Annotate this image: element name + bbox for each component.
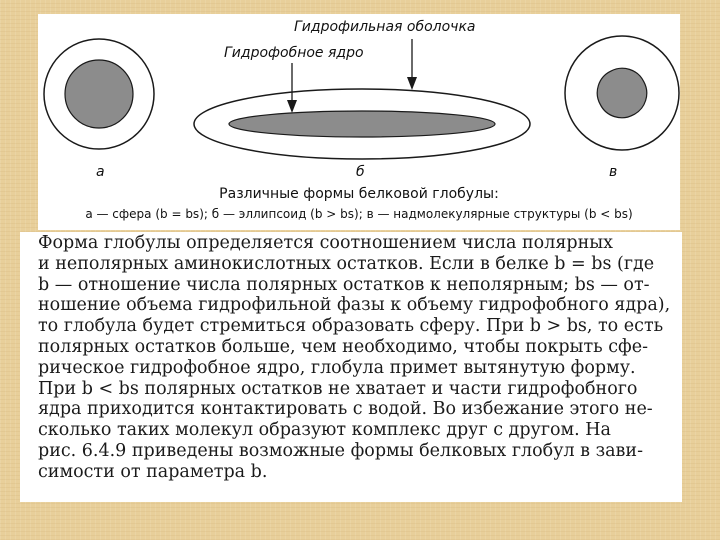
body-line: сколько таких молекул образуют комплекс друг с другом. На	[38, 420, 611, 441]
panel-label-a: а	[96, 164, 105, 180]
body-line: b — отношение числа полярных остатков к неполярным; bs — от-	[38, 274, 650, 295]
body-line: При b < bs полярных остатков не хватает и части гидрофобного	[38, 378, 638, 399]
body-line: рис. 6.4.9 приведены возможные формы белковых глобул в зави-	[38, 440, 643, 461]
body-line: полярных остатков больше, чем необходимо, чтобы покрыть сфе-	[38, 336, 649, 357]
body-line: ядра приходится контактировать с водой. Во избежание этого не-	[38, 399, 653, 420]
sphere-core	[65, 60, 133, 128]
body-line: Форма глобулы определяется соотношением числа полярных	[38, 233, 614, 253]
supramolecular-core	[597, 68, 647, 118]
figure-panel	[38, 14, 680, 230]
body-line: симости от параметра b.	[38, 461, 268, 482]
body-paragraph	[38, 233, 678, 483]
ellipsoid-core	[229, 111, 495, 137]
panel-label-b: б	[356, 164, 365, 180]
body-line: и неполярных аминокислотных остатков. Если в белке b = bs (где	[38, 253, 655, 274]
shell-label: Гидрофильная оболочка	[294, 19, 476, 35]
panel-label-v: в	[609, 164, 618, 180]
text-panel	[20, 232, 682, 502]
figure-caption-title: Различные формы белковой глобулы:	[219, 186, 499, 202]
core-label: Гидрофобное ядро	[224, 45, 364, 61]
body-line: то глобула будет стремиться образовать сферу. При b > bs, то есть	[38, 316, 664, 337]
figure-caption-legend: а — сфера (b = bs); б — эллипсоид (b > bs); в — надмолекулярные структуры (b < bs)	[85, 207, 633, 221]
arrow-to-shell-head	[407, 77, 417, 90]
body-line: ношение объема гидрофильной фазы к объему гидрофобного ядра),	[38, 295, 671, 316]
body-line: рическое гидрофобное ядро, глобула примет вытянутую форму.	[38, 357, 636, 378]
